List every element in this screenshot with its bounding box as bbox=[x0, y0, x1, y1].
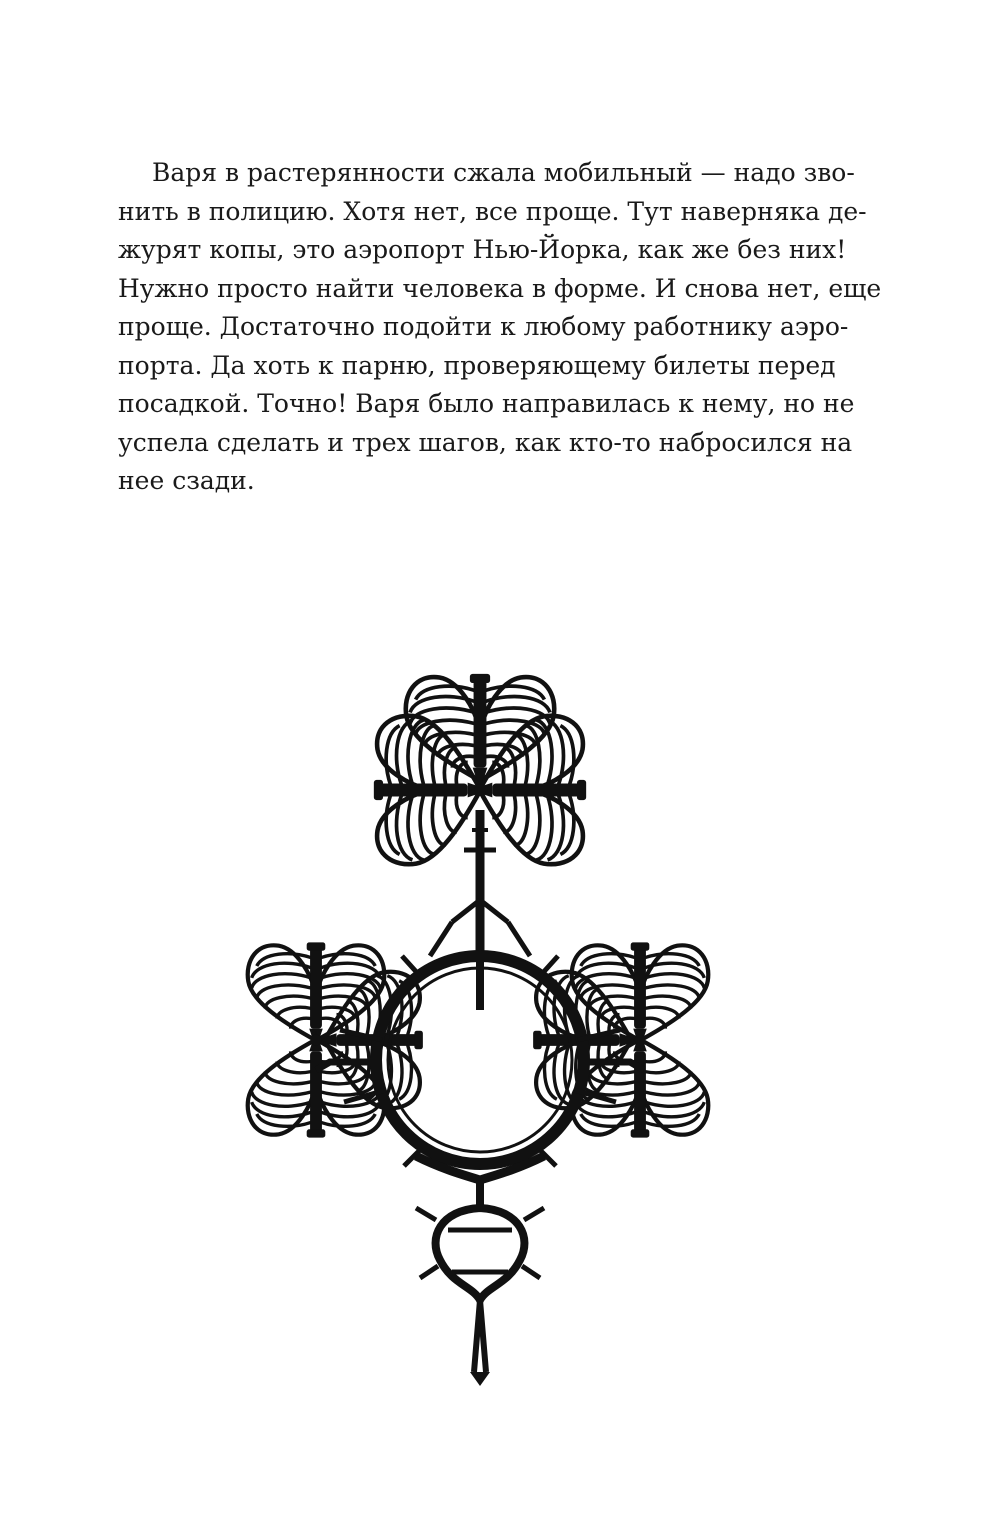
text-line: проще. Достаточно подойти к любому работнику аэро- bbox=[118, 312, 849, 341]
ribcage-clover-ornament-icon bbox=[190, 660, 790, 1390]
text-line: Нужно просто найти человека в форме. И снова нет, еще bbox=[118, 273, 882, 303]
body-paragraph bbox=[118, 154, 882, 501]
text-line: порта. Да хоть к парню, проверяющему билеты перед bbox=[118, 350, 836, 380]
text-line: Варя в растерянности сжала мобильный — надо зво- bbox=[152, 158, 855, 187]
text-line: успела сделать и трех шагов, как кто-то набросился на bbox=[118, 427, 853, 457]
text-line: журят копы, это аэропорт Нью-Йорка, как же без них! bbox=[118, 235, 847, 264]
text-line: нее сзади. bbox=[118, 466, 255, 495]
text-line: нить в полицию. Хотя нет, все проще. Тут наверняка де- bbox=[118, 196, 867, 226]
text-line: посадкой. Точно! Варя было направилась к нему, но не bbox=[118, 389, 855, 418]
